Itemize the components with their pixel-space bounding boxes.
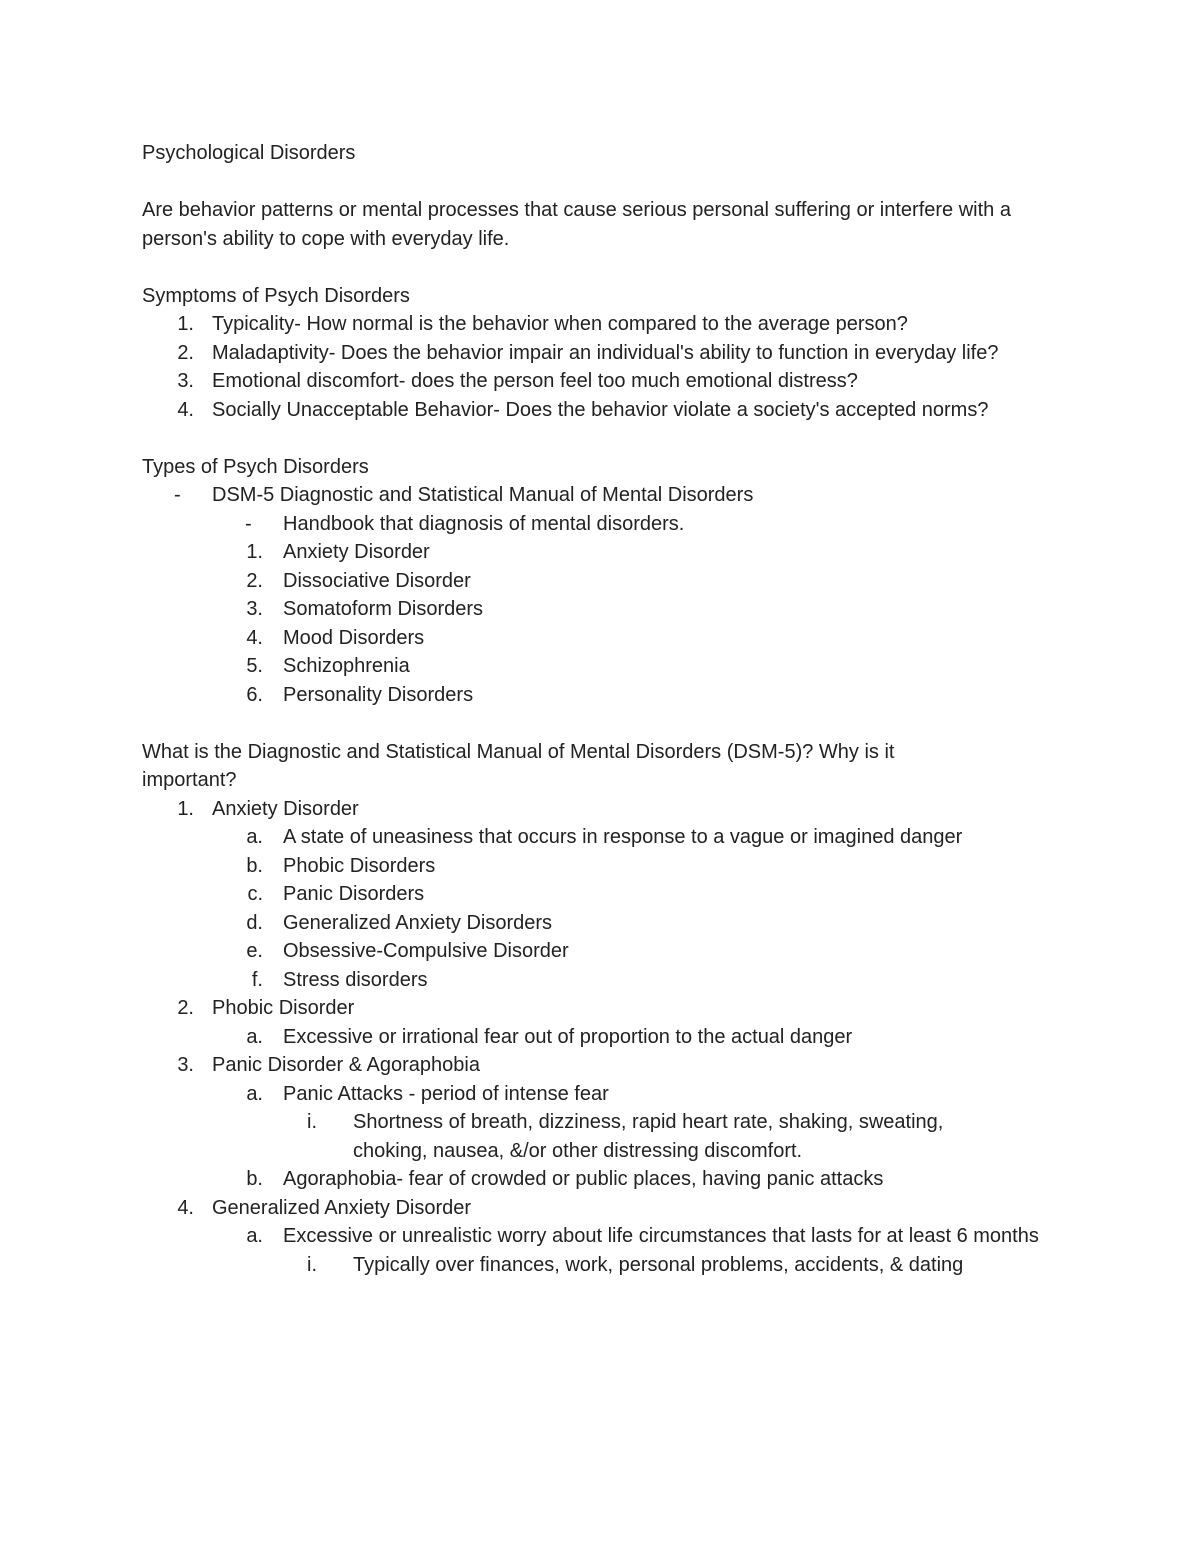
symptom-item xyxy=(142,367,1072,396)
page-title: Psychological Disorders xyxy=(142,142,356,164)
list-marker: a. xyxy=(246,1225,263,1247)
type-text: Personality Disorders xyxy=(283,683,474,706)
type-item xyxy=(142,595,1072,624)
section-item xyxy=(142,1194,1072,1223)
list-marker: 4. xyxy=(246,626,263,649)
sub-text: Excessive or irrational fear out of proportion to the actual danger xyxy=(283,1025,853,1048)
sub-text: Panic Attacks - period of intense fear xyxy=(283,1082,609,1105)
list-marker: a. xyxy=(246,1025,263,1048)
sub-text: Phobic Disorders xyxy=(283,854,436,877)
list-marker: 6. xyxy=(246,683,263,706)
symptom-text: Typicality- How normal is the behavior when compared to the average person? xyxy=(212,313,908,335)
sub-text: Panic Disorders xyxy=(283,883,425,905)
list-marker: 4. xyxy=(177,1196,194,1219)
list-marker: b. xyxy=(246,854,263,877)
section-item xyxy=(142,1051,1072,1080)
sub-item xyxy=(142,909,1072,938)
list-marker: - xyxy=(245,512,252,535)
list-marker: 3. xyxy=(177,370,194,392)
type-item xyxy=(142,538,1072,567)
sub-sub-item xyxy=(142,1251,1072,1280)
type-item xyxy=(142,624,1072,653)
type-text: Somatoform Disorders xyxy=(283,598,484,620)
list-marker: 3. xyxy=(246,598,263,620)
document-page xyxy=(142,139,1072,1279)
sub-item xyxy=(142,937,1072,966)
sub-text: Obsessive-Compulsive Disorder xyxy=(283,940,569,962)
section-item xyxy=(142,795,1072,824)
list-marker: a. xyxy=(246,1082,263,1105)
list-marker: b. xyxy=(246,1168,263,1190)
handbook-item xyxy=(142,510,1072,539)
sub-item xyxy=(142,966,1072,995)
type-text: Mood Disorders xyxy=(283,626,425,649)
spacer xyxy=(142,168,1072,197)
list-marker: f. xyxy=(251,968,263,991)
section-text: Anxiety Disorder xyxy=(212,797,359,820)
list-marker: 2. xyxy=(246,569,263,592)
types-heading: Types of Psych Disorders xyxy=(142,455,369,478)
spacer xyxy=(142,424,1072,453)
section-text: Panic Disorder & Agoraphobia xyxy=(212,1054,480,1076)
dsm-text: DSM-5 Diagnostic and Statistical Manual of Mental Disorders xyxy=(212,484,754,506)
list-marker: d. xyxy=(246,911,263,934)
list-marker: 1. xyxy=(177,797,194,820)
definition-paragraph: Are behavior patterns or mental processes that cause serious personal suffering or interfere with a person's ability to cope with everyday life. xyxy=(142,199,1011,250)
sub-text: Agoraphobia- fear of crowded or public places, having panic attacks xyxy=(283,1168,884,1190)
list-marker: 4. xyxy=(177,398,194,421)
sub-sub-text: Shortness of breath, dizziness, rapid heart rate, shaking, sweating, choking, nausea, &/or other distressing discomfort. xyxy=(353,1111,944,1162)
list-marker: 2. xyxy=(177,341,194,364)
sub-item xyxy=(142,1222,1043,1251)
sub-sub-text: Typically over finances, work, personal problems, accidents, & dating xyxy=(353,1253,964,1276)
type-text: Dissociative Disorder xyxy=(283,569,471,592)
symptom-text: Maladaptivity- Does the behavior impair an individual's ability to function in everyday life? xyxy=(212,341,999,364)
sub-item xyxy=(142,823,1072,852)
type-text: Anxiety Disorder xyxy=(283,541,430,563)
sub-text: Excessive or unrealistic worry about life circumstances that lasts for at least 6 months xyxy=(283,1225,1039,1247)
symptom-text: Socially Unacceptable Behavior- Does the behavior violate a society's accepted norms? xyxy=(212,398,989,421)
type-item xyxy=(142,652,1072,681)
section-text: Phobic Disorder xyxy=(212,997,355,1019)
spacer xyxy=(142,253,1072,282)
symptom-item xyxy=(142,396,1072,425)
sub-item xyxy=(142,1165,1072,1194)
sub-text: Generalized Anxiety Disorders xyxy=(283,911,553,934)
list-marker: a. xyxy=(246,826,263,848)
list-marker: 1. xyxy=(246,541,263,563)
type-text: Schizophrenia xyxy=(283,655,410,677)
handbook-text: Handbook that diagnosis of mental disorders. xyxy=(283,512,685,535)
list-marker: i. xyxy=(307,1111,317,1133)
dsm-item xyxy=(142,481,1072,510)
symptom-text: Emotional discomfort- does the person feel too much emotional distress? xyxy=(212,370,858,392)
sub-text: Stress disorders xyxy=(283,968,428,991)
sub-item xyxy=(142,852,1072,881)
list-marker: 5. xyxy=(246,655,263,677)
sub-item xyxy=(142,880,1072,909)
list-marker: 3. xyxy=(177,1054,194,1076)
sub-text: A state of uneasiness that occurs in response to a vague or imagined danger xyxy=(283,826,963,848)
spacer xyxy=(142,709,1072,738)
sub-item xyxy=(142,1080,1072,1109)
dsm-question: What is the Diagnostic and Statistical Manual of Mental Disorders (DSM-5)? Why is it important? xyxy=(142,740,895,791)
symptom-item xyxy=(142,339,1022,368)
section-text: Generalized Anxiety Disorder xyxy=(212,1196,472,1219)
sub-item xyxy=(142,1023,1072,1052)
list-marker: - xyxy=(174,484,181,506)
type-item xyxy=(142,681,1072,710)
section-item xyxy=(142,994,1072,1023)
list-marker: i. xyxy=(307,1253,317,1276)
sub-sub-item xyxy=(142,1108,1013,1165)
list-marker: 2. xyxy=(177,997,194,1019)
type-item xyxy=(142,567,1072,596)
list-marker: e. xyxy=(246,940,263,962)
symptom-item xyxy=(142,310,1072,339)
symptoms-heading: Symptoms of Psych Disorders xyxy=(142,284,410,307)
list-marker: 1. xyxy=(177,313,194,335)
list-marker: c. xyxy=(247,883,263,905)
